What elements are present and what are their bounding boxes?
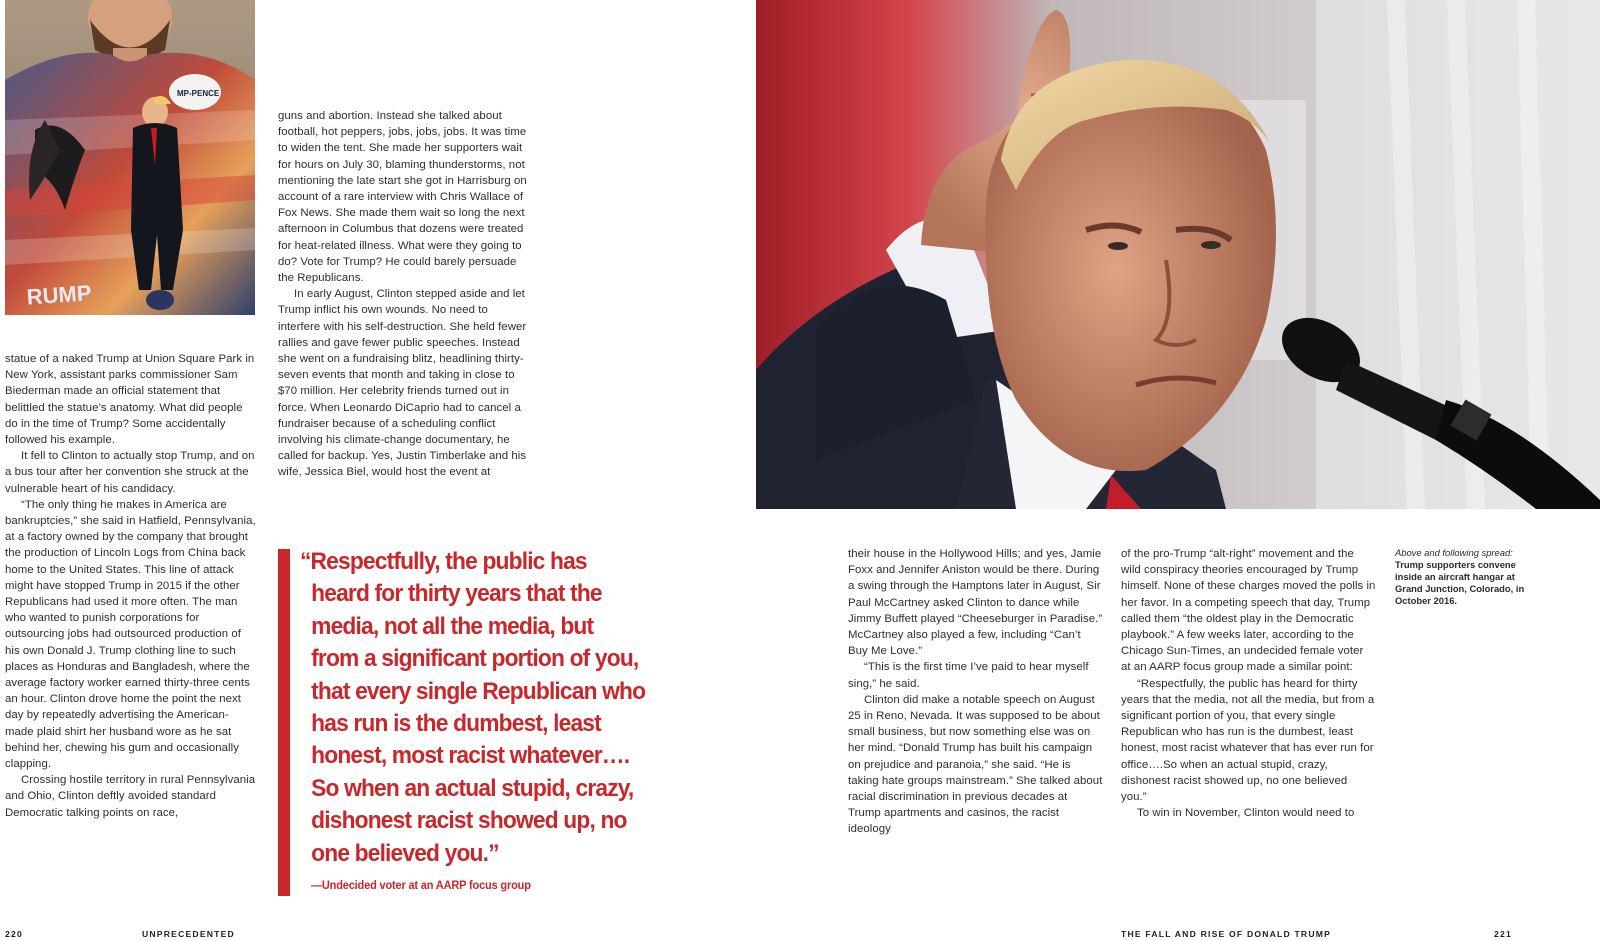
pull-quote-line: media, not all the media, but <box>311 612 594 640</box>
right-running-head: THE FALL AND RISE OF DONALD TRUMP <box>1121 929 1332 939</box>
paragraph: Clinton did make a notable speech on August 25 in Reno, Nevada. It was supposed to be about small business, but now something else was on her mind. “Donald Trump has built his campaign on prejudice and paranoia,” she said. “He is taking hate groups mainstream.” She talked about racial discrimination in previous decades at Trump apartments and casinos, the racist ideology <box>848 693 1103 836</box>
pull-quote-line: that every single Republican who <box>311 677 646 705</box>
left-running-head: UNPRECEDENTED <box>142 929 235 939</box>
pull-quote-bar <box>278 549 290 896</box>
pull-quote-line: heard for thirty years that the <box>311 580 602 608</box>
pull-quote-line: So when an actual stupid, crazy, <box>311 774 634 802</box>
paragraph: Crossing hostile territory in rural Pennsylvania and Ohio, Clinton deftly avoided standard Democratic talking points on race, <box>5 774 256 819</box>
paragraph: “The only thing he makes in America are bankruptcies,” she said in Hatfield, Pennsylvania, at a factory owned by the company that brought the production of Lincoln Logs from China back home to the United States. This line of attack might have stopped Trump in 2015 if the other Republicans had used it more often. The man who wanted to punish corporations for outsourcing jobs had outsourced production of his own Donald J. Trump clothing line to such places as Honduras and Bangladesh, where the average factory worker earned thirty-three cents an hour. Clinton drove home the point the next day by repeatedly advertising the American-made plaid shirt her husband wore as he sat behind her, chewing his gum and occasionally clapping. <box>5 498 256 771</box>
body-column-2 <box>278 108 530 481</box>
thumbs-up-photo <box>756 0 1600 509</box>
paragraph: It fell to Clinton to actually stop Trump, and on a bus tour after her convention she struck at the vulnerable heart of his candidacy. <box>5 450 255 495</box>
paragraph: their house in the Hollywood Hills; and yes, Jamie Foxx and Jennifer Aniston would be there. During a swing through the Hamptons later in August, Sir Paul McCartney asked Clinton to dance while Jimmy Buffett played “Cheeseburger in Paradise.” McCartney also played a few, including “Can’t Buy Me Love.” <box>848 548 1103 658</box>
supporter-photo <box>5 0 255 315</box>
photo-caption <box>1395 547 1525 607</box>
body-column-3 <box>848 546 1103 838</box>
pull-quote <box>300 546 646 870</box>
paragraph: statue of a naked Trump at Union Square Park in New York, assistant parks commissioner Sam Biederman made an official statement that belittled the statue’s anatomy. What did people do in the time of Trump? Some accidentally followed his example. <box>5 353 255 447</box>
pull-quote-line: has run is the dumbest, least <box>311 710 601 738</box>
caption-lead: Above and following spread: <box>1395 547 1513 558</box>
paragraph: In early August, Clinton stepped aside and let Trump inflict his own wounds. No need to interfere with his self-destruction. She held fewer rallies and gave fewer public speeches. Instead she went on a fundraising blitz, headlining thirty-seven events that month and taking in close to $70 million. Her celebrity friends turned out in force. When Leonardo DiCaprio had to cancel a fundraiser because of a scheduling conflict involving his climate-change documentary, he called for backup. Yes, Justin Timberlake and his wife, Jessica Biel, would host the event at <box>278 288 527 479</box>
body-column-1 <box>5 351 257 821</box>
body-column-4 <box>1121 546 1376 821</box>
paragraph: of the pro-Trump “alt-right” movement and the wild conspiracy theories encouraged by Trump himself. None of these charges moved the polls in her favor. In a competing speech that day, Trump called them “the oldest play in the Democratic playbook.” A few weeks later, according to the Chicago Sun-Times, an undecided female voter at an AARP focus group made a similar point: <box>1121 548 1376 674</box>
paragraph: “Respectfully, the public has heard for thirty years that the media, not all the media, but from a significant portion of you, that every single Republican who has run is the dumbest, least honest, most racist whatever that has ever run for office….So when an actual stupid, crazy, dishonest racist showed up, no one believed you.” <box>1121 677 1375 804</box>
pull-quote-line: dishonest racist showed up, no <box>311 807 627 835</box>
shirt-print-text: RUMP <box>25 280 93 310</box>
shirt-button-text: MP-PENCE <box>177 89 220 98</box>
caption-body: Trump supporters convene inside an aircraft hangar at Grand Junction, Colorado, in October 2016. <box>1395 559 1525 607</box>
paragraph: To win in November, Clinton would need to <box>1137 807 1355 820</box>
pull-quote-line: one believed you.” <box>311 839 499 867</box>
pull-quote-attribution: —Undecided voter at an AARP focus group <box>311 878 531 892</box>
pull-quote-line: honest, most racist whatever…. <box>311 742 630 770</box>
left-page-number: 220 <box>5 929 23 939</box>
pull-quote-line: from a significant portion of you, <box>311 645 639 673</box>
pull-quote-line: “Respectfully, the public has <box>300 548 587 575</box>
paragraph: guns and abortion. Instead she talked about football, hot peppers, jobs, jobs, jobs. It was time to widen the tent. She made her supporters wait for hours on July 30, blaming thunderstorms, not mentioning the late start she got in Harrisburg on account of a rare interview with Chris Wallace of Fox News. She made them wait so long the next afternoon in Columbus that dozens were treated for heat-related illness. What were they going to do? Vote for Trump? He could barely persuade the Republicans. <box>278 110 527 285</box>
right-page-number: 221 <box>1494 929 1512 939</box>
paragraph: “This is the first time I’ve paid to hear myself sing,” he said. <box>848 661 1089 690</box>
